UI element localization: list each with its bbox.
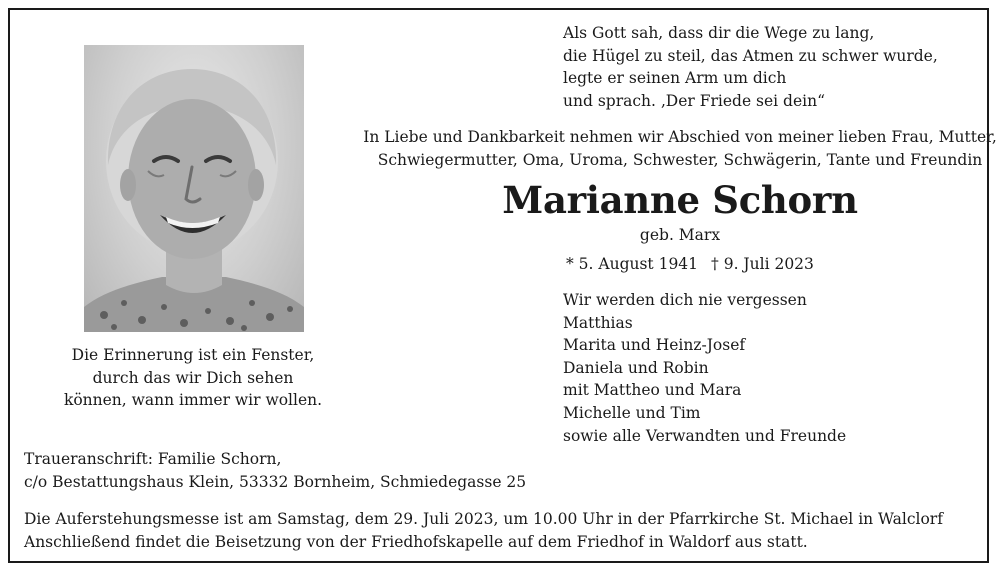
mourner-line: Marita und Heinz-Josef (563, 336, 746, 355)
quote-line: Die Erinnerung ist ein Fenster, (71, 346, 315, 364)
service-line: Anschließend findet die Beisetzung von der Friedhofskapelle auf dem Friedhof in Waldorf aus statt. (24, 532, 808, 551)
service-details (24, 508, 943, 553)
intro-line: In Liebe und Dankbarkeit nehmen wir Abschied von meiner lieben Frau, Mutter, (363, 128, 997, 146)
quote-line: können, wann immer wir wollen. (63, 391, 323, 410)
mourner-line: Daniela und Robin (563, 358, 709, 377)
birth-date: * 5. August 1941 (566, 255, 699, 273)
deceased-name: Marianne Schorn (502, 178, 858, 222)
poem-line: Als Gott sah, dass dir die Wege zu lang, (563, 24, 875, 42)
quote-line: durch das wir Dich sehen (92, 368, 294, 387)
mourner-line: mit Mattheo und Mara (563, 381, 742, 400)
address-line: c/o Bestattungshaus Klein, 53332 Bornheim, Schmiedegasse 25 (24, 472, 527, 491)
birth-name: geb. Marx (639, 226, 721, 244)
mourning-address (24, 448, 526, 493)
farewell-intro (340, 126, 1000, 171)
poem-line: und sprach. ‚Der Friede sei dein“ (563, 91, 826, 110)
poem (563, 22, 938, 112)
mourner-line: Wir werden dich nie vergessen (563, 291, 807, 309)
mourner-line: Michelle und Tim (563, 403, 701, 422)
death-date: † 9. Juli 2023 (711, 255, 814, 273)
mourner-line: sowie alle Verwandten und Freunde (563, 426, 847, 445)
portrait-photo (84, 45, 304, 332)
memorial-quote (40, 344, 346, 412)
address-line: Traueranschrift: Familie Schorn, (24, 450, 282, 468)
intro-line: Schwiegermutter, Oma, Uroma, Schwester, Schwägerin, Tante und Freundin (377, 150, 983, 169)
mourner-line: Matthias (563, 313, 633, 332)
mourners-list (563, 289, 846, 447)
life-dates (566, 253, 814, 276)
poem-line: legte er seinen Arm um dich (563, 69, 787, 88)
service-line: Die Auferstehungsmesse ist am Samstag, dem 29. Juli 2023, um 10.00 Uhr in der Pfarrkirche St. Michael in Walclorf (24, 510, 943, 528)
poem-line: die Hügel zu steil, das Atmen zu schwer wurde, (563, 46, 938, 65)
